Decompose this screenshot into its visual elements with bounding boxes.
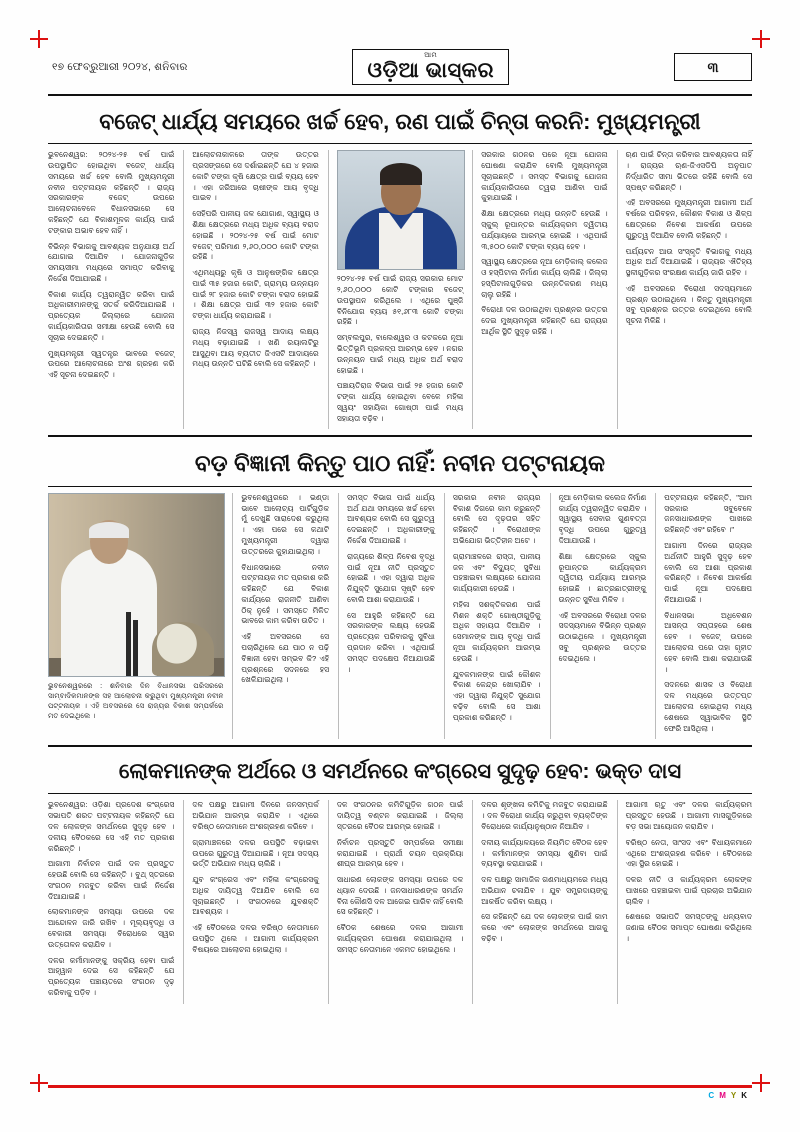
paragraph: ଏଥିମଧ୍ୟରୁ କୃଷି ଓ ଆନୁଷଙ୍ଗିକ କ୍ଷେତ୍ର ପାଇଁ ୩୫ ହଜାର କୋଟି, ଗ୍ରାମ୍ୟ ଉନ୍ନୟନ ପାଇଁ ୨୮ ହଜାର କୋଟି ଟଙ୍କା ବରାଦ ହୋଇଛି । ଶିକ୍ଷା କ୍ଷେତ୍ର ପାଇଁ ୩୨ ହଜାର କୋଟି ଟଙ୍କା ଧାର୍ଯ୍ୟ କରାଯାଇଛି ।	[192, 268, 319, 321]
paragraph: ଏହି ଅବସରରେ ବିରୋଧୀ ଦଳର ସଦସ୍ୟମାନେ ବିଭିନ୍ନ ପ୍ରଶ୍ନ ଉଠାଇଥିଲେ । ମୁଖ୍ୟମନ୍ତ୍ରୀ ସବୁ ପ୍ରଶ୍ନର ଉତ୍ତର ଦେଇଥିଲେ ।	[558, 610, 647, 663]
paragraph: ଋଣ ପାଇଁ ଚିନ୍ତା କରିବାର ଆବଶ୍ୟକତା ନାହିଁ । ରାଜ୍ୟର ଋଣ-ଜିଏସଡିପି ଅନୁପାତ ନିର୍ଦ୍ଧାରିତ ସୀମା ଭିତରେ ରହିଛି ବୋଲି ସେ ସ୍ପଷ୍ଟ କରିଛନ୍ତି ।	[625, 150, 753, 192]
paragraph: ବିରୋଧୀ ଦଳ ଉଠାଇଥିବା ପ୍ରଶ୍ନର ଉତ୍ତର ଦେଇ ମୁଖ୍ୟମନ୍ତ୍ରୀ କହିଛନ୍ତି ଯେ ରାଜ୍ୟର ଆର୍ଥିକ ସ୍ଥିତି ସୁଦୃଢ଼ ରହିଛି ।	[481, 305, 608, 337]
paragraph: ବିଧାନସଭା ଅଧିବେଶନ ଆସନ୍ତା ସପ୍ତାହରେ ଶେଷ ହେବ । ବଜେଟ୍ ଉପରେ ଆଲୋଚନା ପରେ ତାହା ଗୃହୀତ ହେବ ବୋଲି ଆଶା କରାଯାଉଛି ।	[664, 610, 753, 674]
story-naveen-columns	[48, 487, 752, 739]
paragraph: ସଦନରେ ଶାସକ ଓ ବିରୋଧୀ ଦଳ ମଧ୍ୟରେ ଉତ୍ତପ୍ତ ଆଲୋଚନା ହୋଇଥିଲା ମଧ୍ୟ ଶେଷରେ ସ୍ୱାଭାବିକ ସ୍ଥିତି ଫେରି ଆସିଥିଲା ।	[664, 680, 753, 733]
photo-figure-hair	[89, 522, 129, 538]
cmyk-color-bar	[706, 1091, 750, 1100]
paragraph: ଦଳର ଶୃଙ୍ଖଳା କମିଟିକୁ ମଜବୁତ କରାଯାଇଛି । ଦଳ ବିରୋଧୀ କାର୍ଯ୍ୟ କରୁଥିବା ବ୍ୟକ୍ତିଙ୍କ ବିରୋଧରେ କାର୍ଯ୍ୟାନୁଷ୍ଠାନ ନିଆଯିବ ।	[481, 800, 608, 831]
paragraph: ସେ ଆହୁରି କହିଛନ୍ତି ଯେ ସରକାରଙ୍କ ଲକ୍ଷ୍ୟ ହେଉଛି ପ୍ରତ୍ୟେକ ପରିବାରକୁ ସୁବିଧା ପ୍ରଦାନ କରିବା । ଏଥିପାଇଁ ସମସ୍ତ ପଦକ୍ଷେପ ନିଆଯାଉଛି ।	[347, 610, 435, 674]
column-6	[655, 493, 752, 739]
column-4	[444, 493, 541, 739]
paragraph: ଭୁବନେଶ୍ୱରରେ । ଭଣ୍ଡା ଭାବେ ଆଲୋଚ୍ୟ ପାର୍ଟିଗୁଡ଼ିକ ମୁଁ ଦେଖୁଛି ସାରାଦେଶ କରୁଥିଲା । ଏହା ପରେ ସେ କଥାଟି ମୁଖ୍ୟମନ୍ତ୍ରୀ ଦ୍ୱାରା ଉତ୍ତରରେ କୁହାଯାଇଥିଲା ।	[241, 492, 330, 556]
paragraph: ଆଗାମୀ ନିର୍ବାଚନ ପାଇଁ ଦଳ ପ୍ରସ୍ତୁତ ହେଉଛି ବୋଲି ସେ କହିଛନ୍ତି । ବୁଥ୍ ସ୍ତରରେ ସଂଗଠନ ମଜବୁତ କରିବା ପାଇଁ ନିର୍ଦ୍ଦେଶ ଦିଆଯାଇଛି ।	[48, 859, 175, 901]
paragraph: ଦଳ ପକ୍ଷରୁ ସାମାଜିକ ଗଣମାଧ୍ୟମରେ ମଧ୍ୟ ଅଭିଯାନ ଚଳାଯିବ । ଯୁବ ସମ୍ପ୍ରଦାୟଙ୍କୁ ଆକର୍ଷିତ କରିବା ଲକ୍ଷ୍ୟ ।	[481, 875, 608, 906]
portrait-hair	[380, 163, 422, 185]
column-1	[48, 800, 174, 1003]
crop-mark-top-right	[752, 30, 770, 48]
headline-budget: ବଜେଟ୍ ଧାର୍ଯ୍ୟ ସମୟରେ ଖର୍ଚ୍ଚ ହେବ, ରଣ ପାଇଁ ଚିନ୍ତା କରନି: ମୁଖ୍ୟମନ୍ତ୍ରୀ	[99, 109, 701, 134]
crop-mark-bottom-right	[752, 1074, 770, 1092]
story-budget	[48, 96, 752, 429]
paragraph: ଏହି ଅବସରରେ ବିରୋଧୀ ସଦସ୍ୟମାନେ ପ୍ରଶ୍ନ ଉଠାଇଥିଲେ । କିନ୍ତୁ ମୁଖ୍ୟମନ୍ତ୍ରୀ ସବୁ ପ୍ରଶ୍ନର ଉତ୍ତର ଦେଇଥିଲେ ବୋଲି ସୂଚନା ମିଳିଛି ।	[625, 283, 753, 326]
paragraph: ସରକାର ନବୀନ ରାଜ୍ୟର ବିକାଶ ଦିଗରେ କାମ କରୁଛନ୍ତି ବୋଲି ସେ ଦୃଢ଼ତାର ସହିତ କହିଛନ୍ତି । ବିରୋଧୀଙ୍କ ଅଭିଯୋଗ ଭିତ୍ତିହୀନ ଅଟେ ।	[452, 492, 541, 546]
microphone-icon	[133, 620, 138, 676]
story-congress-columns	[48, 794, 752, 1003]
column-3	[338, 493, 435, 739]
paragraph: ମହିଳା ସଶକ୍ତିକରଣ ପାଇଁ ମିଶନ ଶକ୍ତି ଗୋଷ୍ଠୀଗୁଡ଼ିକୁ ଅଧିକ ସହାୟତା ଦିଆଯିବ । ସେମାନଙ୍କ ଆୟ ବୃଦ୍ଧି ପାଇଁ ନୂଆ କାର୍ଯ୍ୟକ୍ରମ ଆରମ୍ଭ ହେଉଛି ।	[452, 599, 541, 663]
column-3	[328, 150, 463, 429]
headline-congress: ଲୋକମାନଙ୍କ ଅର୍ଥରେ ଓ ସମର୍ଥନରେ କଂଗ୍ରେସ ସୁଦୃଢ଼ ହେବ: ଭକ୍ତ ଦାସ	[118, 760, 682, 784]
press-conference-photo	[48, 493, 225, 677]
column-5	[550, 493, 647, 739]
bottom-color-strip	[48, 1085, 752, 1088]
paragraph: ଶେଷରେ ସଭାପତି ସମସ୍ତଙ୍କୁ ଧନ୍ୟବାଦ ଜଣାଇ ବୈଠକ ସମାପ୍ତ ଘୋଷଣା କରିଥିଲେ ।	[625, 912, 753, 944]
paragraph: ବିଭିନ୍ନ ବିଭାଗକୁ ଆବଶ୍ୟକ ଅନୁଯାୟୀ ଅର୍ଥ ଯୋଗାଇ ଦିଆଯିବ । ଯୋଜନାଗୁଡ଼ିକ ସମୟସୀମା ମଧ୍ୟରେ ସମାପ୍ତ କରିବାକୁ ନିର୍ଦ୍ଦେଶ ଦିଆଯାଇଛି ।	[48, 241, 175, 283]
paragraph: ଆଗାମୀ ଋତୁ ଏବଂ ଦଳର କାର୍ଯ୍ୟକ୍ରମ ପ୍ରସ୍ତୁତ ହେଉଛି । ଆଗାମୀ ମାସଗୁଡ଼ିକରେ ବଡ଼ ସଭା ଆୟୋଜନ କରାଯିବ ।	[625, 800, 753, 831]
paragraph: ଆଗାମୀ ଦିନରେ ରାଜ୍ୟର ଅର୍ଥନୀତି ଆହୁରି ସୁଦୃଢ଼ ହେବ ବୋଲି ସେ ଆଶା ପ୍ରକାଶ କରିଛନ୍ତି । ନିବେଶ ଆକର୍ଷଣ ପାଇଁ ନୂଆ ପଦକ୍ଷେପ ନିଆଯାଉଛି ।	[664, 541, 753, 604]
logo-title: ଓଡ଼ିଆ ଭାସ୍କର	[367, 59, 495, 82]
paragraph: ପର୍ଯ୍ୟଟନ ଆଉ ସଂସ୍କୃତି ବିଭାଗକୁ ମଧ୍ୟ ଅଧିକ ଅର୍ଥ ଦିଆଯାଇଛି । ରାଜ୍ୟର ଐତିହ୍ୟ ସ୍ଥଳୀଗୁଡ଼ିକର ସଂରକ୍ଷଣ କାର୍ଯ୍ୟ ଜାରି ରହିବ ।	[625, 246, 753, 278]
column-4	[472, 150, 607, 429]
paragraph: ଦଳୀୟ କାର୍ଯ୍ୟାଳୟରେ ନିୟମିତ ବୈଠକ ହେବ । କର୍ମୀମାନଙ୍କ ସମସ୍ୟା ଶୁଣିବା ପାଇଁ ବ୍ୟବସ୍ଥା କରାଯାଇଛି ।	[481, 837, 608, 869]
column-3	[328, 800, 463, 1003]
paragraph: ସରକାର ଗଠନର ପରେ ନୂଆ ଯୋଜନା ଘୋଷଣା କରାଯିବ ବୋଲି ମୁଖ୍ୟମନ୍ତ୍ରୀ ସୂଚାଇଛନ୍ତି । ସମସ୍ତ ବିଭାଗକୁ ଯୋଜନା କାର୍ଯ୍ୟକାରିତାରେ ତ୍ୱରା ଆଣିବା ପାଇଁ କୁହାଯାଇଛି ।	[481, 150, 608, 203]
paragraph: ସମ୍ବଲପୁର, ବାଲେଶ୍ୱର ଓ କଟକରେ ନୂଆ ଭିତ୍ତିଭୂମି ପ୍ରକଳ୍ପ ଆରମ୍ଭ ହେବ । ନଗର ଉନ୍ନୟନ ପାଇଁ ମଧ୍ୟ ଅଧିକ ଅର୍ଥ ବରାଦ ହୋଇଛି ।	[336, 333, 464, 375]
paragraph: ବିକାଶ କାର୍ଯ୍ୟ ତ୍ୱରାନ୍ୱିତ କରିବା ପାଇଁ ଅଧିକାରୀମାନଙ୍କୁ ସତର୍କ କରିଦିଆଯାଇଛି । ପ୍ରତ୍ୟେକ ଜିଲ୍ଲାରେ ଯୋଜନା କାର୍ଯ୍ୟକାରିତାର ସମୀକ୍ଷା ହେଉଛି ବୋଲି ସେ ସୂଚାଇ ଦେଇଛନ୍ତି ।	[48, 289, 175, 342]
paragraph: ଆଲୋଚନାକାଳରେ ତାଙ୍କ ଉତ୍ତର ପ୍ରସଙ୍ଗରେ ସେ ଦର୍ଶାଇଛନ୍ତି ଯେ ୪ ହଜାର କୋଟି ଟଙ୍କା କୃଷି କ୍ଷେତ୍ର ପାଇଁ ବ୍ୟୟ ହେବ । ଏହା ଜରିଆରେ ଚାଷୀଙ୍କ ଆୟ ବୃଦ୍ଧି ପାଇବ ।	[192, 150, 319, 203]
paragraph: ବରିଷ୍ଠ ନେତା, ସାଂସଦ ଏବଂ ବିଧାୟକମାନେ ଏଥିରେ ଅଂଶଗ୍ରହଣ କରିବେ । ବୈଠକରେ ଏହା ସ୍ଥିର ହୋଇଛି ।	[625, 837, 753, 869]
paragraph: ବିଧାନସଭାରେ ନବୀନ ପଟ୍ଟନାୟକ ମତ ପ୍ରକାଶ କରି କହିଛନ୍ତି ଯେ ବିକାଶ କାର୍ଯ୍ୟରେ ରାଜନୀତି ଆଣିବା ଠିକ୍ ନୁହେଁ । ସମସ୍ତେ ମିଳିତ ଭାବରେ କାମ କରିବା ଉଚିତ ।	[241, 562, 330, 626]
photo-caption: ଭୁବନେଶ୍ୱରରେ : ଶନିବାର ଦିନ ବିଧାନସଭା ପରିସରରେ ସାମ୍ବାଦିକମାନଙ୍କ ସହ ଆଲୋଚନା କରୁଥିବା ମୁଖ୍ୟମନ୍ତ୍ରୀ ନବୀନ ପଟ୍ଟନାୟକ । ଏହି ଅବସରରେ ସେ ରାଜ୍ୟର ବିକାଶ ସମ୍ପର୍କରେ ମତ ଦେଇଥିଲେ ।	[48, 680, 224, 721]
paragraph: ଏହି ଅବସରରେ ମୁଖ୍ୟମନ୍ତ୍ରୀ ଆଗାମୀ ଅର୍ଥ ବର୍ଷରେ ପରିବହନ, କୌଶଳ ବିକାଶ ଓ ଶିଳ୍ପ କ୍ଷେତ୍ରରେ ନିବେଶ ଆକର୍ଷଣ ଉପରେ ଗୁରୁତ୍ୱ ଦିଆଯିବ ବୋଲି କହିଛନ୍ତି ।	[625, 198, 753, 240]
story-budget-columns	[48, 144, 752, 429]
flower-arrangement	[152, 622, 214, 676]
paragraph: ରାଜ୍ୟ ନିଜସ୍ୱ ରାଜସ୍ୱ ଆଦାୟ ଲକ୍ଷ୍ୟ ମଧ୍ୟ ବଢ଼ାଯାଇଛି । ଖଣି ରୟାଲଟିରୁ ଆସୁଥିବା ଆୟ ବ୍ୟତୀତ ଜିଏସଟି ଆଦାୟରେ ମଧ୍ୟ ଉନ୍ନତି ଘଟିଛି ବୋଲି ସେ କହିଛନ୍ତି ।	[192, 327, 319, 369]
paragraph: ଏହି ବୈଠକରେ ଦଳର ବରିଷ୍ଠ ନେତାମାନେ ଉପସ୍ଥିତ ଥିଲେ । ଆଗାମୀ କାର୍ଯ୍ୟକ୍ରମ ବିଷୟରେ ଆଲୋଚନା ହୋଇଥିଲା ।	[192, 923, 319, 954]
paragraph: ରାଜ୍ୟରେ ଶିଳ୍ପ ନିବେଶ ବୃଦ୍ଧି ପାଇଁ ନୂଆ ନୀତି ପ୍ରସ୍ତୁତ ହୋଇଛି । ଏହା ଦ୍ୱାରା ଅଧିକ ନିଯୁକ୍ତି ସୁଯୋଗ ସୃଷ୍ଟି ହେବ ବୋଲି ଆଶା କରାଯାଉଛି ।	[347, 551, 435, 604]
paragraph: ଯୁବକମାନଙ୍କ ପାଇଁ କୌଶଳ ବିକାଶ କେନ୍ଦ୍ର ଖୋଲାଯିବ । ଏହା ଦ୍ୱାରା ନିଯୁକ୍ତି ସୁଯୋଗ ବଢ଼ିବ ବୋଲି ସେ ଆଶା ପ୍ରକାଶ କରିଛନ୍ତି ।	[452, 669, 541, 722]
column-1	[48, 493, 223, 739]
cmyk-y: Y	[730, 1091, 738, 1100]
column-4	[472, 800, 607, 1003]
page-number: ୩	[674, 53, 752, 81]
crop-mark-top-left	[30, 30, 48, 48]
newspaper-logo	[352, 49, 509, 85]
page-sheet	[48, 44, 752, 1088]
paragraph: ସାଧାରଣ ଲୋକଙ୍କ ସମସ୍ୟା ଉପରେ ଦଳ ଧ୍ୟାନ ଦେଉଛି । ଜନସାଧାରଣଙ୍କ ସମର୍ଥନ ବିନା କୌଣସି ଦଳ ଆଗେଇ ପାରିବ ନାହିଁ ବୋଲି ସେ କହିଛନ୍ତି ।	[336, 875, 464, 917]
paragraph: ସେ କହିଛନ୍ତି ଯେ ଦଳ ଲୋକଙ୍କ ପାଇଁ କାମ କରେ ଏବଂ ଲୋକଙ୍କ ସମର୍ଥନରେ ଆଗକୁ ବଢ଼ିବ ।	[481, 912, 608, 944]
paragraph: ଯୁବ କଂଗ୍ରେସ ଏବଂ ମହିଳା କଂଗ୍ରେସକୁ ଅଧିକ ଦାୟିତ୍ୱ ଦିଆଯିବ ବୋଲି ସେ ସୂଚାଇଛନ୍ତି । ସଂଗଠନରେ ଯୁବଶକ୍ତି ଆବଶ୍ୟକ ।	[192, 875, 319, 917]
paragraph: ସମସ୍ତ ବିଭାଗ ପାଇଁ ଧାର୍ଯ୍ୟ ଅର୍ଥ ଯଥା ସମୟରେ ଖର୍ଚ୍ଚ ହେବା ଆବଶ୍ୟକ ବୋଲି ସେ ଗୁରୁତ୍ୱ ଦେଇଛନ୍ତି । ଅଧିକାରୀଙ୍କୁ ନିର୍ଦ୍ଦେଶ ଦିଆଯାଇଛି ।	[347, 492, 435, 546]
paragraph: ମୁଖ୍ୟମନ୍ତ୍ରୀ ସ୍ୱତନ୍ତ୍ର ଭାବରେ ବଜେଟ୍ ଉପରେ ଆଲୋଚନାରେ ଅଂଶ ଗ୍ରହଣ କରି ଏହି ସୂଚନା ଦେଇଛନ୍ତି ।	[48, 348, 175, 380]
microphone-icon	[126, 612, 131, 676]
paragraph: ଦଳ ସଂଗଠନର କମିଟିଗୁଡ଼ିକ ଗଠନ ପାଇଁ ଦାୟିତ୍ୱ ବଣ୍ଟନ କରାଯାଇଛି । ଜିଲ୍ଲା ସ୍ତରରେ ବୈଠକ ଆରମ୍ଭ ହୋଇଛି ।	[336, 800, 464, 831]
paragraph: ଗ୍ରାମାଞ୍ଚଳରେ ରାସ୍ତା, ପାନୀୟ ଜଳ ଏବଂ ବିଦ୍ୟୁତ୍ ସୁବିଧା ପହଞ୍ଚାଇବା ଲକ୍ଷ୍ୟରେ ଯୋଜନା କାର୍ଯ୍ୟକାରୀ ହେଉଛି ।	[452, 551, 541, 594]
paragraph: ଭୁବନେଶ୍ୱର: ୨୦୨୪-୨୫ ବର୍ଷ ପାଇଁ ଉପସ୍ଥାପିତ ହୋଇଥିବା ବଜେଟ୍ ଧାର୍ଯ୍ୟ ସମୟରେ ଖର୍ଚ୍ଚ ହେବ ବୋଲି ମୁଖ୍ୟମନ୍ତ୍ରୀ ନବୀନ ପଟ୍ଟନାୟକ କହିଛନ୍ତି । ରାଜ୍ୟ ସରକାରଙ୍କ ବଜେଟ୍ ଉପରେ ଆଲୋଚନାବେଳେ ବିଧାନସଭାରେ ସେ କହିଛନ୍ତି ଯେ ବିକାଶମୂଳକ କାର୍ଯ୍ୟ ପାଇଁ ଟଙ୍କାର ଅଭାବ ହେବ ନାହିଁ ।	[48, 150, 175, 235]
paragraph: ଲୋକମାନଙ୍କ ସମସ୍ୟା ଉପରେ ଦଳ ଆନ୍ଦୋଳନ ଜାରି ରଖିବ । ମୂଲ୍ୟବୃଦ୍ଧି ଓ ବେକାରୀ ସମସ୍ୟା ବିରୋଧରେ ସ୍ୱର ଉତ୍ତୋଳନ କରାଯିବ ।	[48, 907, 175, 949]
photo-figure	[61, 548, 157, 676]
paragraph: ଶିକ୍ଷା କ୍ଷେତ୍ରରେ ସ୍କୁଲ ରୂପାନ୍ତର କାର୍ଯ୍ୟକ୍ରମ ଦ୍ୱିତୀୟ ପର୍ଯ୍ୟାୟ ଆରମ୍ଭ ହୋଇଛି । ଛାତ୍ରଛାତ୍ରୀଙ୍କୁ ଉନ୍ନତ ସୁବିଧା ମିଳିବ ।	[558, 551, 647, 604]
masthead	[48, 44, 752, 96]
column-2	[232, 493, 329, 739]
column-5	[617, 150, 752, 429]
column-5	[617, 800, 752, 1003]
column-2	[183, 150, 318, 429]
logo-subtitle: ଆମ	[424, 52, 438, 59]
paragraph: ଗ୍ରାମାଞ୍ଚଳରେ ଦଳର ଉପସ୍ଥିତି ବଢ଼ାଇବା ଉପରେ ଗୁରୁତ୍ୱ ଦିଆଯାଇଛି । ନୂଆ ସଦସ୍ୟ ଭର୍ତ୍ତି ଅଭିଯାନ ମଧ୍ୟ ଚାଲିଛି ।	[192, 837, 319, 869]
crop-mark-bottom-left	[30, 1074, 48, 1092]
publication-date: ୧୭ ଫେବ୍ରୁଆରୀ ୨୦୨୪, ଶନିବାର	[52, 60, 188, 73]
paragraph: ପଞ୍ଚାୟତିରାଜ ବିଭାଗ ପାଇଁ ୨୫ ହଜାର କୋଟି ଟଙ୍କା ଧାର୍ଯ୍ୟ ହୋଇଥିବା ବେଳେ ମହିଳା ସ୍ୱୟଂ ସହାୟିକା ଗୋଷ୍ଠୀ ପାଇଁ ମଧ୍ୟ ସହାୟତା ବଢ଼ିବ ।	[336, 381, 464, 423]
paragraph: ନୂଆ ମେଡ଼ିକାଲ କଲେଜ ନିର୍ମାଣ କାର୍ଯ୍ୟ ତ୍ୱରାନ୍ୱିତ କରାଯିବ । ସ୍ୱାସ୍ଥ୍ୟ ସେବାର ଗୁଣବତ୍ତା ବୃଦ୍ଧି ଉପରେ ଗୁରୁତ୍ୱ ଦିଆଯାଉଛି ।	[558, 492, 647, 546]
paragraph: ସ୍ୱାସ୍ଥ୍ୟ କ୍ଷେତ୍ରରେ ନୂଆ ମେଡ଼ିକାଲ୍ କଲେଜ ଓ ହସ୍ପିଟାଲ ନିର୍ମାଣ କାର୍ଯ୍ୟ ଚାଲିଛି । ଜିଲ୍ଲା ହସ୍ପିଟାଲଗୁଡ଼ିକର ଉନ୍ନତିକରଣ ମଧ୍ୟ ଚାଲୁ ରହିଛି ।	[481, 257, 608, 299]
story-congress	[48, 747, 752, 1003]
story-naveen	[48, 437, 752, 739]
cmyk-m: M	[719, 1091, 727, 1100]
paragraph: ପଟ୍ଟନାୟକ କହିଛନ୍ତି, "ଆମ ସରକାର ସବୁବେଳେ ଜନସାଧାରଣଙ୍କ ପାଖରେ ରହିଛନ୍ତି ଏବଂ ରହିବେ ।"	[664, 492, 753, 535]
paragraph: ଭୁବନେଶ୍ୱର: ଓଡ଼ିଶା ପ୍ରଦେଶ କଂଗ୍ରେସ ସଭାପତି ଶରତ ପଟ୍ଟନାୟକ କହିଛନ୍ତି ଯେ ଦଳ ଲୋକଙ୍କ ସମର୍ଥନରେ ସୁଦୃଢ଼ ହେବ । ଦଳୀୟ ବୈଠକରେ ସେ ଏହି ମତ ପ୍ରକାଶ କରିଛନ୍ତି ।	[48, 800, 175, 853]
paragraph: ୨୦୨୪-୨୫ ବର୍ଷ ପାଇଁ ରାଜ୍ୟ ସରକାର ମୋଟ ୨,୬୦,୦୦୦ କୋଟି ଟଙ୍କାର ବଜେଟ୍ ଉପସ୍ଥାପନ କରିଥିଲେ । ଏଥିରେ ପୁଞ୍ଜି ବିନିଯୋଗ ବ୍ୟୟ ୫୧,୬୮୩ କୋଟି ଟଙ୍କା ରହିଛି ।	[336, 274, 464, 327]
paragraph: ଦଳର ନୀତି ଓ କାର୍ଯ୍ୟକ୍ରମ ଲୋକଙ୍କ ପାଖରେ ପହଞ୍ଚାଇବା ପାଇଁ ପ୍ରଚାର ଅଭିଯାନ ଚାଲିବ ।	[625, 875, 753, 906]
paragraph: ଦଳ ପକ୍ଷରୁ ଆଗାମୀ ଦିନରେ ଜନସମ୍ପର୍କ ଅଭିଯାନ ଆରମ୍ଭ କରାଯିବ । ଏଥିରେ ବରିଷ୍ଠ ନେତାମାନେ ଅଂଶଗ୍ରହଣ କରିବେ ।	[192, 800, 319, 831]
cmyk-c: C	[708, 1091, 716, 1100]
headline-naveen: ବଡ଼ ବିଜ୍ଞାନୀ କିନ୍ତୁ ପାଠ ନାହିଁ: ନବୀନ ପଟ୍ଟନାୟକ	[194, 450, 606, 477]
cmyk-k: K	[741, 1091, 748, 1100]
paragraph: ସେହିପରି ପାନୀୟ ଜଳ ଯୋଗାଣ, ସ୍ୱାସ୍ଥ୍ୟ ଓ ଶିକ୍ଷା କ୍ଷେତ୍ରରେ ମଧ୍ୟ ଅଧିକ ବ୍ୟୟ ବରାଦ ହୋଇଛି । ୨୦୨୪-୨୫ ବର୍ଷ ପାଇଁ ମୋଟ ବଜେଟ୍ ପରିମାଣ ୨,୬୦,୦୦୦ କୋଟି ଟଙ୍କା ରହିଛି ।	[192, 209, 319, 262]
column-1	[48, 150, 174, 429]
paragraph: ଶିକ୍ଷା କ୍ଷେତ୍ରରେ ମଧ୍ୟ ଉନ୍ନତି ହେଉଛି । ସ୍କୁଲ୍ ରୂପାନ୍ତର କାର୍ଯ୍ୟକ୍ରମ ଦ୍ୱିତୀୟ ପର୍ଯ୍ୟାୟରେ ଆରମ୍ଭ ହୋଇଛି । ଏଥିପାଇଁ ୩,୫୦୦ କୋଟି ଟଙ୍କା ବ୍ୟୟ ହେବ ।	[481, 209, 608, 251]
paragraph: ବୈଠକ ଶେଷରେ ଦଳର ଆଗାମୀ କାର୍ଯ୍ୟକ୍ରମ ଘୋଷଣା କରାଯାଇଥିଲା । ସମସ୍ତ ନେତାମାନେ ଏକମତ ହୋଇଥିଲେ ।	[336, 923, 464, 954]
paragraph: ଦଳର କର୍ମୀମାନଙ୍କୁ ସକ୍ରିୟ ହେବା ପାଇଁ ଆହ୍ୱାନ ଦେଇ ସେ କହିଛନ୍ତି ଯେ ପ୍ରତ୍ୟେକ ପଞ୍ଚାୟତରେ ସଂଗଠନ ଦୃଢ଼ କରିବାକୁ ପଡ଼ିବ ।	[48, 955, 175, 997]
minister-portrait-photo	[337, 150, 465, 270]
paragraph: ଏହି ଅବସରରେ ସେ ପଚାରିଥିଲେ ଯେ ପାଠ ନ ପଢ଼ି ବିଜ୍ଞାନୀ ହେବା ସମ୍ଭବ କି? ଏହି ପ୍ରଶ୍ନରେ ସଦନରେ ହସ ଖେଳିଯାଇଥିଲା ।	[241, 632, 330, 685]
paragraph: ନିର୍ବାଚନ ପ୍ରସ୍ତୁତି ସମ୍ପର୍କରେ ସମୀକ୍ଷା କରାଯାଇଛି । ପ୍ରାର୍ଥୀ ଚୟନ ପ୍ରକ୍ରିୟା ଶୀଘ୍ର ଆରମ୍ଭ ହେବ ।	[336, 837, 464, 869]
column-2	[183, 800, 318, 1003]
